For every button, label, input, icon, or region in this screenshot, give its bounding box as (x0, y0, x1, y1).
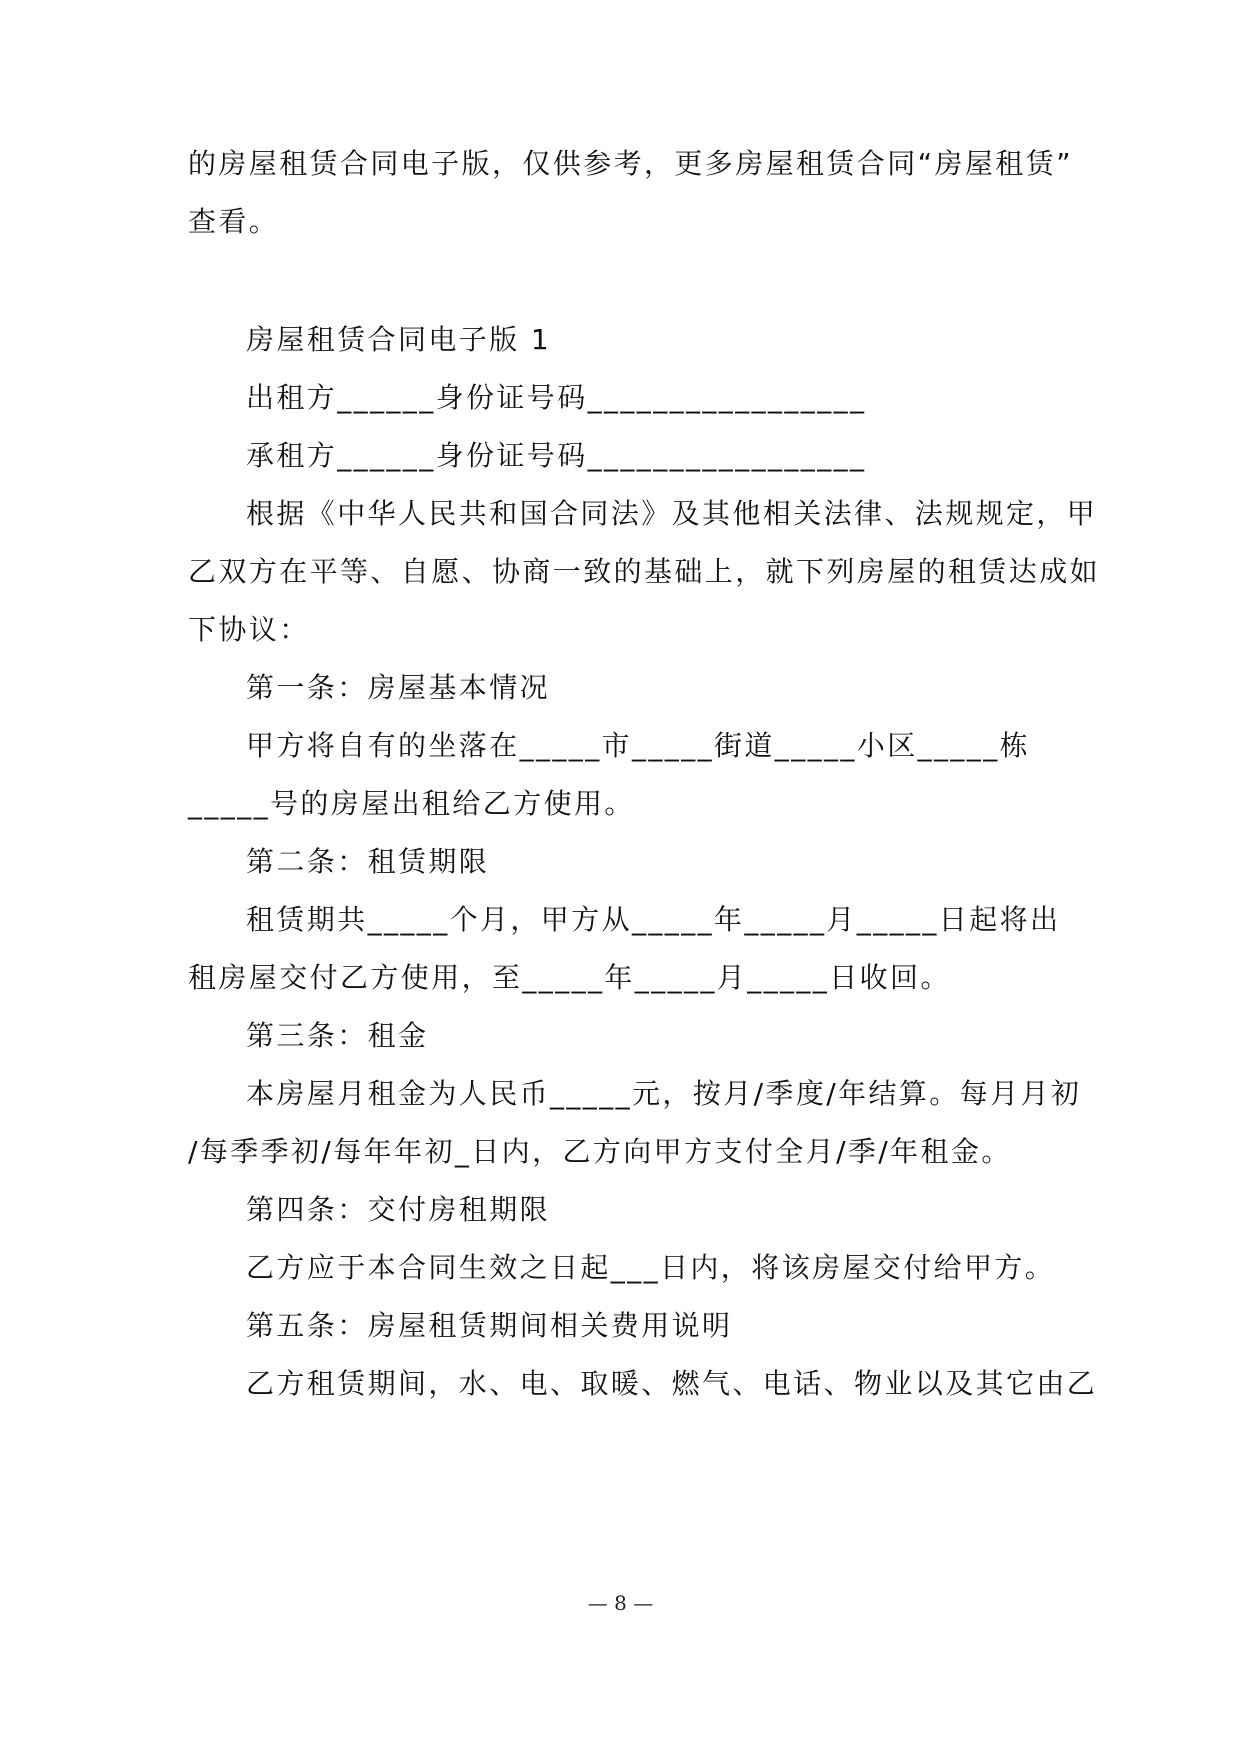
article-heading: 第四条：交付房租期限 (246, 1193, 551, 1226)
text-line: 查看。 (188, 205, 280, 238)
text-line: 的房屋租赁合同电子版，仅供参考，更多房屋租赁合同“房屋租赁” (188, 147, 1074, 180)
article-heading: 第一条：房屋基本情况 (246, 671, 551, 704)
text-line: 租赁期共_____个月，甲方从_____年_____月_____日起将出 (246, 903, 1061, 936)
text-line: 乙方租赁期间，水、电、取暖、燃气、电话、物业以及其它由乙 (246, 1367, 1098, 1400)
text-line: 乙方应于本合同生效之日起___日内，将该房屋交付给甲方。 (246, 1251, 1056, 1284)
text-line: 租房屋交付乙方使用，至_____年_____月_____日收回。 (188, 961, 951, 994)
text-line: 根据《中华人民共和国合同法》及其他相关法律、法规规定，甲 (246, 497, 1098, 530)
lessor-line: 出租方______身份证号码_________________ (246, 381, 867, 414)
article-heading: 第三条：租金 (246, 1019, 429, 1052)
page-number: — 8 — (587, 1591, 654, 1615)
section-title: 房屋租赁合同电子版 1 (246, 323, 552, 356)
article-heading: 第二条：租赁期限 (246, 845, 490, 878)
text-line: 甲方将自有的坐落在_____市_____街道_____小区_____栋 (246, 729, 1031, 762)
article-heading: 第五条：房屋租赁期间相关费用说明 (246, 1309, 733, 1342)
text-line: 下协议： (188, 613, 310, 646)
text-line: _____号的房屋出租给乙方使用。 (188, 787, 635, 820)
lessee-line: 承租方______身份证号码_________________ (246, 439, 867, 472)
text-line: 本房屋月租金为人民币_____元，按月/季度/年结算。每月月初 (246, 1077, 1082, 1110)
text-line: 乙双方在平等、自愿、协商一致的基础上，就下列房屋的租赁达成如 (188, 555, 1101, 588)
text-line: /每季季初/每年年初_日内，乙方向甲方支付全月/季/年租金。 (188, 1135, 1012, 1168)
